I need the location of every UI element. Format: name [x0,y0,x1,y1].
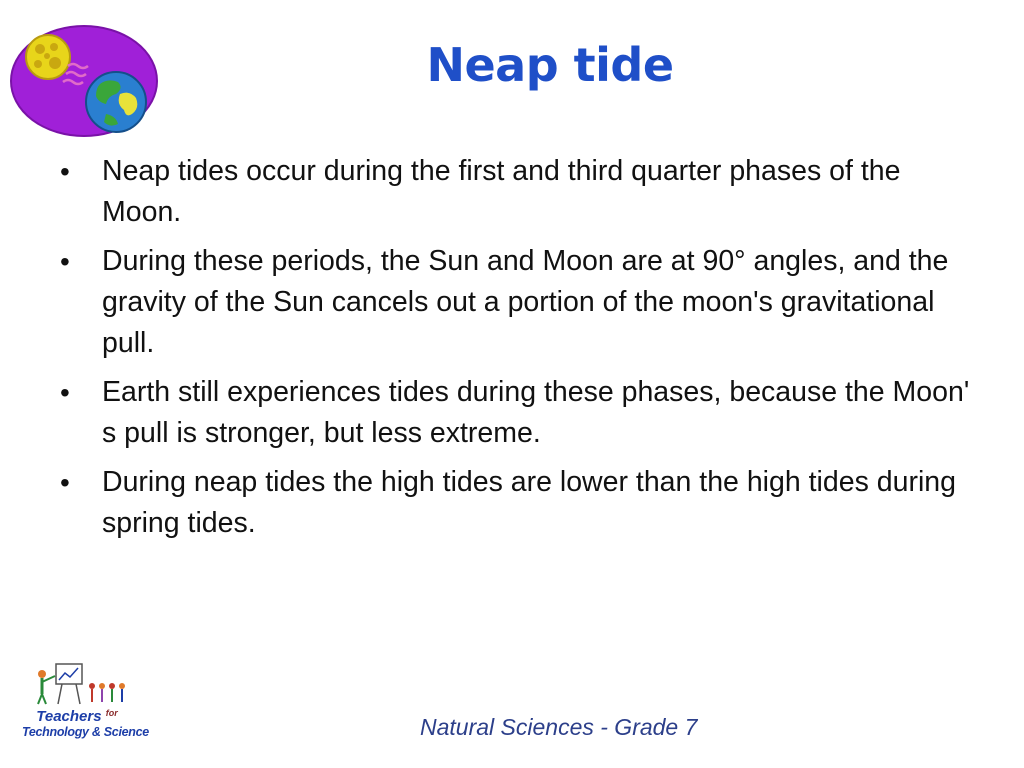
bullet-item [58,462,978,544]
footer-text: Natural Sciences - Grade 7 [420,714,698,740]
bullet-list [58,151,978,552]
bullet-item [58,241,978,364]
bullet-marker: • [60,246,70,277]
bullet-marker: • [60,467,70,498]
bullet-text: During neap tides the high tides are lower than the high tides during spring tides. [102,466,956,539]
logo-word-for: for [105,708,118,718]
teachers-logo-icon [22,660,132,708]
logo-line-2: Technology & Science [22,725,149,739]
slide-title: Neap tide [426,38,674,92]
bullet-marker: • [60,156,70,187]
logo-line-1 [22,708,132,725]
teachers-logo [22,660,149,750]
bullet-marker: • [60,377,70,408]
bullet-text: Neap tides occur during the first and third quarter phases of the Moon. [102,155,901,228]
bullet-text: During these periods, the Sun and Moon are at 90° angles, and the gravity of the Sun cancels out a portion of the moon's gravitational pull. [102,245,949,359]
bullet-item [58,372,978,454]
sun-moon-earth-illustration [8,22,160,140]
bullet-text: Earth still experiences tides during these phases, because the Moon' s pull is stronger, but less extreme. [102,376,970,449]
bullet-item [58,151,978,233]
logo-word-teachers: Teachers [36,708,102,725]
